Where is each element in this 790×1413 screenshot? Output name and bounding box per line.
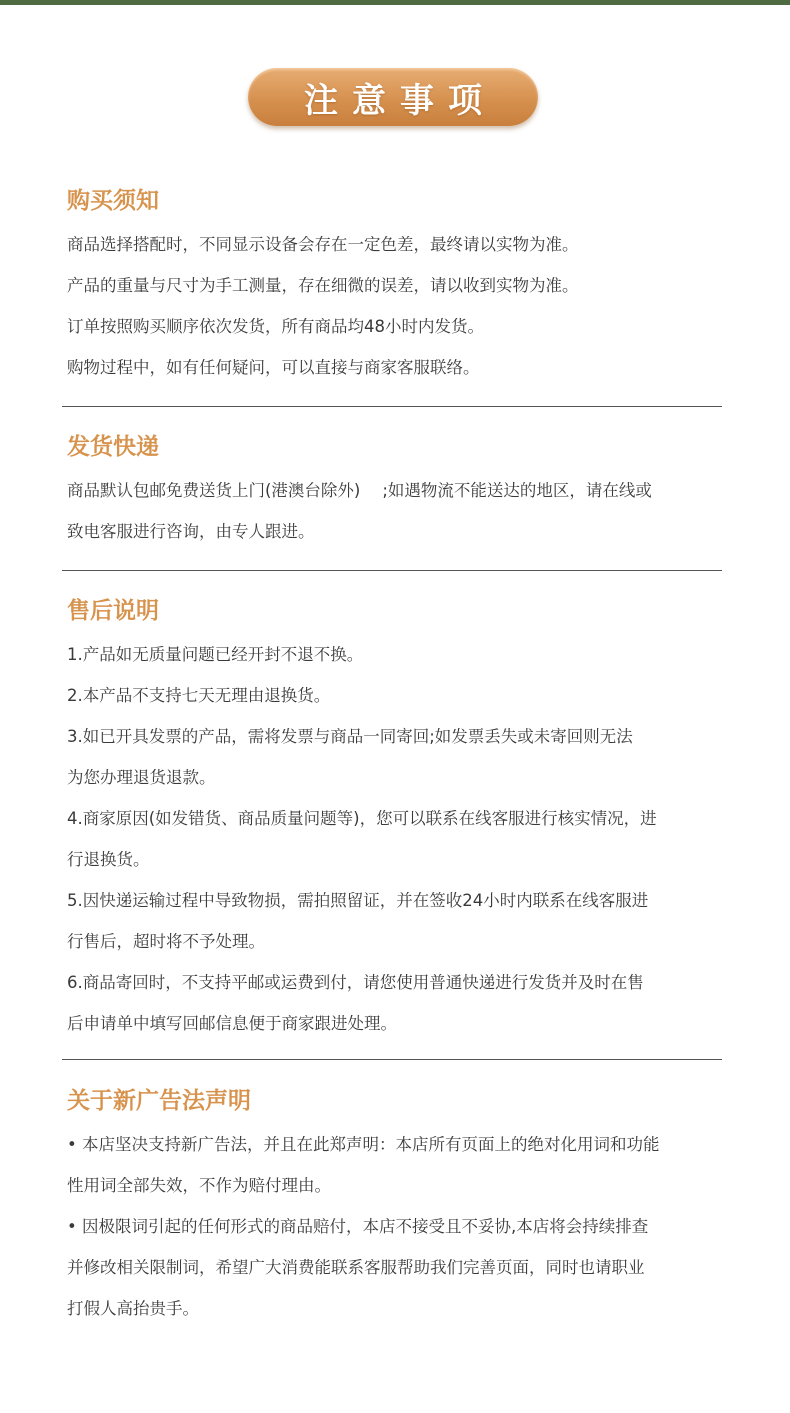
- shipping-line-part: 商品默认包邮免费送货上门(港澳台除外): [67, 481, 361, 500]
- shipping-line: 致电客服进行咨询，由专人跟进。: [67, 522, 315, 541]
- ad-law-heading: 关于新广告法声明: [67, 1088, 251, 1114]
- after-sale-line: 1.产品如无质量问题已经开封不退不换。: [67, 645, 364, 664]
- purchase-line: 产品的重量与尺寸为手工测量，存在细微的误差，请以收到实物为准。: [67, 276, 579, 295]
- after-sale-section: [67, 595, 727, 1044]
- ad-law-line: 性用词全部失效，不作为赔付理由。: [67, 1176, 331, 1195]
- purchase-notice-heading: 购买须知: [67, 188, 159, 214]
- ad-law-line: • 本店坚决支持新广告法，并且在此郑声明：本店所有页面上的绝对化用词和功能: [67, 1135, 660, 1154]
- top-accent-bar: [0, 0, 790, 5]
- after-sale-line: 后申请单中填写回邮信息便于商家跟进处理。: [67, 1014, 397, 1033]
- ad-law-line: 打假人高抬贵手。: [67, 1299, 199, 1318]
- shipping-line-part: ;如遇物流不能送达的地区，请在线或: [382, 481, 652, 500]
- after-sale-line: 行售后，超时将不予处理。: [67, 932, 265, 951]
- shipping-section: [67, 431, 727, 552]
- ad-law-section: [67, 1085, 727, 1329]
- purchase-line: 订单按照购买顺序依次发货，所有商品均48小时内发货。: [67, 317, 484, 336]
- after-sale-line: 2.本产品不支持七天无理由退换货。: [67, 686, 331, 705]
- banner-title: 注意事项: [304, 80, 496, 121]
- section-divider: [62, 570, 722, 571]
- notice-banner: [248, 68, 538, 126]
- after-sale-line: 行退换货。: [67, 850, 150, 869]
- section-divider: [62, 406, 722, 407]
- after-sale-line: 为您办理退货退款。: [67, 768, 216, 787]
- section-divider: [62, 1059, 722, 1060]
- after-sale-heading: 售后说明: [67, 598, 159, 624]
- shipping-line: [67, 470, 727, 511]
- after-sale-line: 6.商品寄回时，不支持平邮或运费到付，请您使用普通快递进行发货并及时在售: [67, 973, 644, 992]
- purchase-line: 购物过程中，如有任何疑问，可以直接与商家客服联络。: [67, 358, 480, 377]
- after-sale-line: 4.商家原因(如发错货、商品质量问题等)，您可以联系在线客服进行核实情况，进: [67, 809, 657, 828]
- after-sale-line: 3.如已开具发票的产品，需将发票与商品一同寄回;如发票丢失或未寄回则无法: [67, 727, 633, 746]
- shipping-heading: 发货快递: [67, 434, 159, 460]
- purchase-line: 商品选择搭配时，不同显示设备会存在一定色差，最终请以实物为准。: [67, 235, 579, 254]
- ad-law-line: • 因极限词引起的任何形式的商品赔付，本店不接受且不妥协,本店将会持续排查: [67, 1217, 649, 1236]
- after-sale-line: 5.因快递运输过程中导致物损，需拍照留证，并在签收24小时内联系在线客服进: [67, 891, 649, 910]
- purchase-notice-section: [67, 185, 727, 388]
- ad-law-line: 并修改相关限制词，希望广大消费能联系客服帮助我们完善页面，同时也请职业: [67, 1258, 645, 1277]
